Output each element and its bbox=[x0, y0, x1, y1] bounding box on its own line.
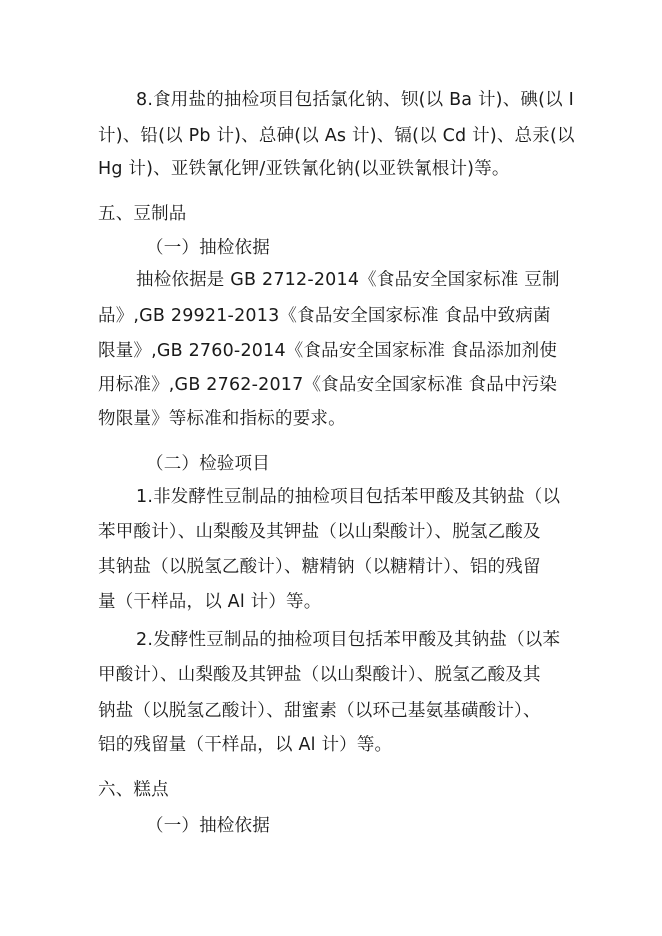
paragraph-line: 品》,GB 29921-2013《食品安全国家标准 食品中致病菌 bbox=[98, 306, 551, 326]
subsection-heading: （一）抽检依据 bbox=[146, 816, 270, 836]
paragraph-line: 量（干样品，以 Al 计）等。 bbox=[98, 592, 322, 612]
paragraph-line: 甲酸计）、山梨酸及其钾盐（以山梨酸计）、脱氢乙酸及其 bbox=[98, 665, 541, 685]
section-heading: 六、糕点 bbox=[98, 780, 169, 800]
subsection-heading: （二）检验项目 bbox=[146, 454, 270, 474]
paragraph-line: 钠盐（以脱氢乙酸计）、甜蜜素（以环己基氨基磺酸计）、 bbox=[98, 701, 541, 721]
paragraph-line: 铝的残留量（干样品，以 Al 计）等。 bbox=[98, 735, 393, 755]
section-heading: 五、豆制品 bbox=[98, 204, 187, 224]
paragraph-line: 抽检依据是 GB 2712-2014《食品安全国家标准 豆制 bbox=[136, 270, 560, 290]
paragraph-line: 8.食用盐的抽检项目包括氯化钠、钡(以 Ba 计)、碘(以 I bbox=[136, 90, 574, 110]
paragraph-line: 1.非发酵性豆制品的抽检项目包括苯甲酸及其钠盐（以 bbox=[136, 487, 561, 507]
paragraph-line: 限量》,GB 2760-2014《食品安全国家标准 食品添加剂使 bbox=[98, 341, 558, 361]
paragraph-line: 其钠盐（以脱氢乙酸计）、糖精钠（以糖精计）、铝的残留 bbox=[98, 557, 541, 577]
paragraph-line: Hg 计)、亚铁氰化钾/亚铁氰化钠(以亚铁氰根计)等。 bbox=[98, 159, 510, 179]
paragraph-line: 2.发酵性豆制品的抽检项目包括苯甲酸及其钠盐（以苯 bbox=[136, 630, 561, 650]
paragraph-line: 计)、铅(以 Pb 计)、总砷(以 As 计)、镉(以 Cd 计)、总汞(以 bbox=[98, 126, 575, 146]
paragraph-line: 用标准》,GB 2762-2017《食品安全国家标准 食品中污染 bbox=[98, 375, 558, 395]
paragraph-line: 物限量》等标准和指标的要求。 bbox=[98, 409, 346, 429]
paragraph-line: 苯甲酸计）、山梨酸及其钾盐（以山梨酸计）、脱氢乙酸及 bbox=[98, 522, 541, 542]
subsection-heading: （一）抽检依据 bbox=[146, 238, 270, 258]
